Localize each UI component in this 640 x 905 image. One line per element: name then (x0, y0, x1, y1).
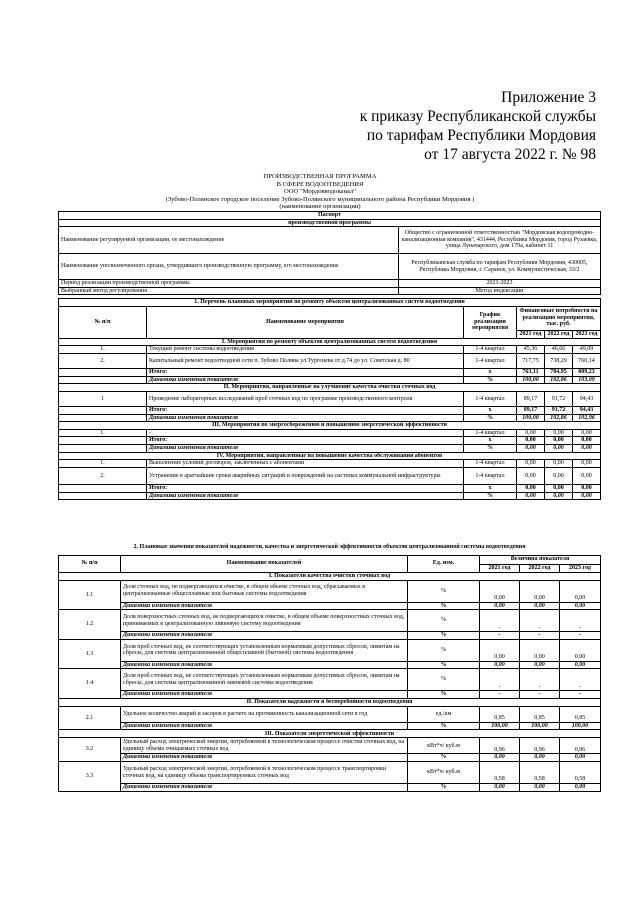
col-value-header: Величина показателя (480, 555, 601, 564)
indicator-row (59, 610, 601, 632)
col-number-header: № п/п (59, 306, 147, 338)
dynamics-unit: % (464, 444, 517, 452)
value-2023: - (560, 610, 601, 632)
value-2023: 760,14 (573, 354, 601, 369)
dynamics-2021: 100,00 (480, 722, 520, 730)
table-row (59, 460, 601, 468)
row-number: 1.4 (59, 669, 121, 699)
dynamics-row (59, 414, 601, 422)
dynamics-2023: 102,96 (573, 414, 601, 422)
row-number: 2. (59, 468, 147, 485)
value-2021: 0,58 (480, 762, 520, 784)
indicator-name: Доля проб сточных вод, не соответствующих установленным нормативам допустимых сбросов, лимитам на сбросы, для системы централизованной общесплавной (бытовой) системы водоотведения (121, 639, 408, 661)
service-area: (Зубово-Полянское городское поселение Зубово-Полянского муниципального района Республики Мордовия ) (165, 195, 475, 203)
program-title: ПРОИЗВОДСТВЕННАЯ ПРОГРАММА (263, 173, 377, 180)
dynamics-2023: 103,09 (573, 376, 601, 384)
activity-name: - (147, 429, 464, 437)
year-header: 2023 год (560, 564, 601, 572)
year-header: 2022 год (520, 564, 560, 572)
schedule: 1-4 квартал (464, 429, 517, 437)
table-row (59, 346, 601, 354)
order-authority: по тарифам Республики Мордовия (366, 127, 596, 144)
total-unit: x (464, 437, 517, 445)
unit: ед./км (408, 706, 480, 722)
unit: кВт*ч/ куб.м (408, 738, 480, 754)
value-2021: 717,75 (517, 354, 545, 369)
value-2021: 0,85 (480, 706, 520, 722)
year-header: 2021 год (480, 564, 520, 572)
dynamics-2022: 0,00 (520, 754, 560, 762)
dynamics-2021: 100,00 (517, 414, 545, 422)
value-2021: 0,00 (480, 580, 520, 602)
value-2022: 0,00 (545, 460, 573, 468)
value-2023: 49,09 (573, 346, 601, 354)
row-number: 2.1 (59, 706, 121, 730)
total-2023: 809,23 (573, 369, 601, 377)
dynamics-label: Динамика изменения показателя (147, 492, 464, 500)
section-title: III. Показатели энергетической эффективности (59, 730, 601, 738)
dynamics-2021: 0,00 (480, 784, 520, 792)
indicator-row (59, 706, 601, 722)
total-unit: x (464, 369, 517, 377)
col-schedule-header: График реализации мероприятия (464, 306, 517, 338)
table-row (59, 429, 601, 437)
value-2023: 94,43 (573, 391, 601, 406)
total-2023: 0,00 (573, 485, 601, 493)
table-row (59, 391, 601, 406)
organization-name: ООО "Мордовводоканал" (284, 188, 356, 196)
total-2022: 0,00 (545, 437, 573, 445)
dynamics-row (59, 492, 601, 500)
row-number: 3.2 (59, 738, 121, 762)
indicator-name: Доля поверхностных сточных вод, не подвергающихся очистке, в общем объеме поверхностных сточных вод, принимаемых в централизованную ливневую систему водоотведения (121, 610, 408, 632)
passport-value: Метод индексации (399, 287, 601, 295)
indicator-row (59, 738, 601, 754)
total-2022: 0,00 (545, 485, 573, 493)
indicator-row (59, 762, 601, 784)
passport-table (58, 211, 601, 295)
unit: кВт*ч/ куб.м (408, 762, 480, 784)
value-2023: 0,00 (573, 468, 601, 485)
total-row (59, 406, 601, 414)
value-2022: 0,00 (545, 468, 573, 485)
passport-title: Паспорт (59, 212, 601, 220)
dynamics-2022: 0,00 (520, 602, 560, 610)
schedule: 1-4 квартал (464, 391, 517, 406)
program-title-block (90, 173, 550, 211)
dynamics-2023: 0,00 (560, 661, 601, 669)
indicator-row (59, 580, 601, 602)
row-number: 1.2 (59, 610, 121, 640)
year-header: 2023 год (573, 330, 601, 338)
row-number: 2. (59, 354, 147, 369)
dynamics-2022: - (520, 691, 560, 699)
dynamics-2021: 0,00 (517, 492, 545, 500)
value-2023: 0,96 (560, 738, 601, 754)
dynamics-row: Динамика изменения показателя % 0,00 0,00 0,00 (59, 784, 601, 792)
row-number: 1.3 (59, 639, 121, 669)
value-2022: 0,00 (520, 639, 560, 661)
unit: % (408, 610, 480, 632)
activity-name: Проведение лабораторных исследований проб сточных вод по программе производственного контроля (147, 391, 464, 406)
total-unit: x (464, 485, 517, 493)
dynamics-label: Динамика изменения показателя (121, 602, 408, 610)
section-title: II. Показатели надежности и бесперебойности водоотведения (59, 698, 601, 706)
dynamics-row: Динамика изменения показателя % - - - (59, 691, 601, 699)
indicator-name: Удельное количество аварий и засоров в расчете на протяженность канализационной сети в год (121, 706, 408, 722)
row-number: 1.1 (59, 580, 121, 610)
indicator-name: Удельный расход электрической энергии, потребляемой в технологическом процессе очистки сточных вод, на единицу объема очищаемых сточных вод (121, 738, 408, 754)
dynamics-row: Динамика изменения показателя % 100,00 100,00 100,00 (59, 722, 601, 730)
value-2022: 738,29 (545, 354, 573, 369)
order-date: от 17 августа 2022 г. № 98 (424, 146, 596, 163)
dynamics-label: Динамика изменения показателя (147, 414, 464, 422)
year-header: 2021 год (517, 330, 545, 338)
total-label: Итого: (147, 437, 464, 445)
activity-name: Выполнение условий договоров, заключенных с абонентами (147, 460, 464, 468)
total-2022: 91,72 (545, 406, 573, 414)
value-2023: - (560, 669, 601, 691)
value-2021: - (480, 610, 520, 632)
table-row (59, 468, 601, 485)
dynamics-row: Динамика изменения показателя % 0,00 0,00 0,00 (59, 754, 601, 762)
col-number-header: № п/п (59, 555, 121, 572)
dynamics-label: Динамика изменения показателя (121, 784, 408, 792)
dynamics-label: Динамика изменения показателя (121, 661, 408, 669)
total-label: Итого: (147, 406, 464, 414)
total-label: Итого: (147, 369, 464, 377)
total-2021: 0,00 (517, 437, 545, 445)
dynamics-unit: % (464, 414, 517, 422)
dynamics-2022: 102,86 (545, 376, 573, 384)
appendix-header (300, 88, 596, 164)
indicators-title: 2. Плановые значения показателей надежности, качества и энергетической эффективности объектов централизованной системы водоотведения (133, 543, 526, 550)
value-2022: - (520, 669, 560, 691)
dynamics-2023: - (560, 632, 601, 640)
value-2022: 0,96 (520, 738, 560, 754)
row-number: 1. (59, 429, 147, 437)
dynamics-2021: 100,00 (517, 376, 545, 384)
appendix-number: Приложение 3 (501, 89, 596, 106)
dynamics-2022: 0,00 (545, 492, 573, 500)
value-2022: 0,00 (520, 580, 560, 602)
dynamics-row (59, 444, 601, 452)
schedule: 1-4 квартал (464, 346, 517, 354)
row-number: 1. (59, 460, 147, 468)
dynamics-2021: - (480, 691, 520, 699)
schedule: 1-4 квартал (464, 354, 517, 369)
value-2023: 0,58 (560, 762, 601, 784)
col-unit-header: Ед. изм. (408, 555, 480, 572)
schedule: 1-4 квартал (464, 460, 517, 468)
value-2023: 0,00 (573, 460, 601, 468)
section-title: II. Мероприятия, направленные на улучшение качества очистки сточных вод (59, 384, 601, 392)
dynamics-2021: 0,00 (517, 444, 545, 452)
value-2022: 46,66 (545, 346, 573, 354)
row-number: 3.3 (59, 762, 121, 792)
passport-label: Выбранный метод регулирования (59, 287, 399, 295)
col-activity-header: Наименование мероприятия (147, 306, 464, 338)
dynamics-2023: 0,00 (560, 602, 601, 610)
dynamics-row: Динамика изменения показателя % 0,00 0,00 0,00 (59, 661, 601, 669)
dynamics-2023: 0,00 (573, 444, 601, 452)
indicator-row (59, 669, 601, 691)
value-2022: 0,85 (520, 706, 560, 722)
dynamics-2021: - (480, 632, 520, 640)
passport-value: 2021-2023 (399, 280, 601, 288)
dynamics-row: Динамика изменения показателя % 0,00 0,00 0,00 (59, 602, 601, 610)
dynamics-2022: 102,86 (545, 414, 573, 422)
col-indicator-header: Наименование показателей (121, 555, 408, 572)
table-row (59, 354, 601, 369)
dynamics-unit: % (464, 376, 517, 384)
dynamics-unit: % (464, 492, 517, 500)
dynamics-2021: 0,00 (480, 661, 520, 669)
dynamics-2023: - (560, 691, 601, 699)
row-number: 1. (59, 346, 147, 354)
dynamics-2021: 0,00 (480, 754, 520, 762)
order-reference: к приказу Республиканской службы (359, 108, 596, 125)
program-subtitle: В СФЕРЕ ВОДООТВЕДЕНИЯ (276, 180, 364, 188)
dynamics-2022: 100,00 (520, 722, 560, 730)
value-2021: 45,36 (517, 346, 545, 354)
schedule: 1-4 квартал (464, 468, 517, 485)
organization-note: (наименование организации) (279, 203, 361, 211)
value-2023: 0,00 (560, 580, 601, 602)
passport-value: Общество с ограниченной ответственностью "Мордовская водопроводно-канализационная компания", 431444, Республика Мордовия, город Рузаевка, улица Луначарского, дом 179а, кабинет 11 (399, 227, 601, 254)
dynamics-label: Динамика изменения показателя (121, 754, 408, 762)
value-2023: 0,00 (573, 429, 601, 437)
value-2022: - (520, 610, 560, 632)
total-2021: 0,00 (517, 485, 545, 493)
activities-title: 1. Перечень плановых мероприятий по ремонту объектов централизованных систем водоотведения (59, 299, 601, 307)
dynamics-2022: - (520, 632, 560, 640)
value-2021: 89,17 (517, 391, 545, 406)
value-2022: 0,00 (545, 429, 573, 437)
dynamics-2023: 100,00 (560, 722, 601, 730)
dynamics-label: Динамика изменения показателя (121, 632, 408, 640)
dynamics-2022: 0,00 (520, 661, 560, 669)
dynamics-row (59, 376, 601, 384)
total-2021: 763,11 (517, 369, 545, 377)
value-2022: 91,72 (545, 391, 573, 406)
indicator-name: Доля сточных вод, не подвергающихся очистке, в общем объеме сточных вод, сбрасываемых в централизованные общесплавные или бытовые системы водоотведения (121, 580, 408, 602)
dynamics-label: Динамика изменения показателя (121, 691, 408, 699)
passport-subtitle: производственной программы (59, 219, 601, 227)
activity-name: Капитальный ремонт водоотводной сети п. Зубово Поляна ул.Тургенева от д.74 до ул. Советская д. 80 (147, 354, 464, 369)
total-row (59, 369, 601, 377)
total-row (59, 485, 601, 493)
total-2023: 0,00 (573, 437, 601, 445)
dynamics-row: Динамика изменения показателя % - - - (59, 632, 601, 640)
value-2021: 0,96 (480, 738, 520, 754)
indicator-name: Удельный расход электрической энергии, потребляемой в технологическом процессе транспортировки сточных вод, на единицу объема транспортируемых сточных вод (121, 762, 408, 784)
dynamics-2023: 0,00 (573, 492, 601, 500)
dynamics-2023: 0,00 (560, 784, 601, 792)
value-2021: 0,00 (517, 460, 545, 468)
indicators-table (58, 540, 601, 792)
value-2022: 0,58 (520, 762, 560, 784)
unit: % (408, 580, 480, 602)
total-unit: x (464, 406, 517, 414)
passport-value: Республиканская служба по тарифам Республики Мордовия, 430005, Республика Мордовия, г. Саранск, ул. Коммунистическая, 33/2 (399, 254, 601, 280)
unit: % (408, 639, 480, 661)
indicator-name: Доля проб сточных вод, не соответствующих установленным нормативам допустимых сбросов, лимитам на сбросы, для системы централизованной ливневой системы водоотведения (121, 669, 408, 691)
col-finance-header: Финансовые потребности на реализацию мероприятия, тыс. руб. (517, 306, 601, 330)
section-title: III. Мероприятия по энергосбережению и повышению энергетической эффективности (59, 422, 601, 430)
total-2023: 94,43 (573, 406, 601, 414)
dynamics-label: Динамика изменения показателя (147, 376, 464, 384)
dynamics-2021: 0,00 (480, 602, 520, 610)
dynamics-label: Динамика изменения показателя (147, 444, 464, 452)
dynamics-2022: 0,00 (545, 444, 573, 452)
unit: % (408, 669, 480, 691)
dynamics-label: Динамика изменения показателя (121, 722, 408, 730)
total-row (59, 437, 601, 445)
dynamics-2023: 0,00 (560, 754, 601, 762)
passport-label: Период реализации производственной программы (59, 280, 399, 288)
value-2021: 0,00 (480, 639, 520, 661)
activity-name: Устранение в аратчайшие сроки аварийных ситуаций и повреждений на системах коммунальной инфраструктуры (147, 468, 464, 485)
dynamics-2022: 0,00 (520, 784, 560, 792)
value-2021: 0,00 (517, 429, 545, 437)
total-2021: 89,17 (517, 406, 545, 414)
value-2023: 0,85 (560, 706, 601, 722)
section-title: IV. Мероприятия, направленные на повышение качества обслуживания абонентов (59, 452, 601, 460)
total-2022: 784,95 (545, 369, 573, 377)
value-2023: 0,00 (560, 639, 601, 661)
section-title: I. Показатели качества очистки сточных вод (59, 572, 601, 580)
total-label: Итого: (147, 485, 464, 493)
row-number: 1 (59, 391, 147, 406)
activities-table (58, 298, 601, 500)
value-2021: 0,00 (517, 468, 545, 485)
indicator-row (59, 639, 601, 661)
passport-label: Наименование уполномоченного органа, утвердившего производственную программу, его местонахождение (59, 254, 399, 280)
activity-name: Текущий ремонт системы водоотведения (147, 346, 464, 354)
section-title: I. Мероприятия по ремонту объектов централизованных систем водоотведения (59, 338, 601, 346)
year-header: 2022 год (545, 330, 573, 338)
value-2021: - (480, 669, 520, 691)
passport-label: Наименование регулируемой организации, ее местонахождение (59, 227, 399, 254)
